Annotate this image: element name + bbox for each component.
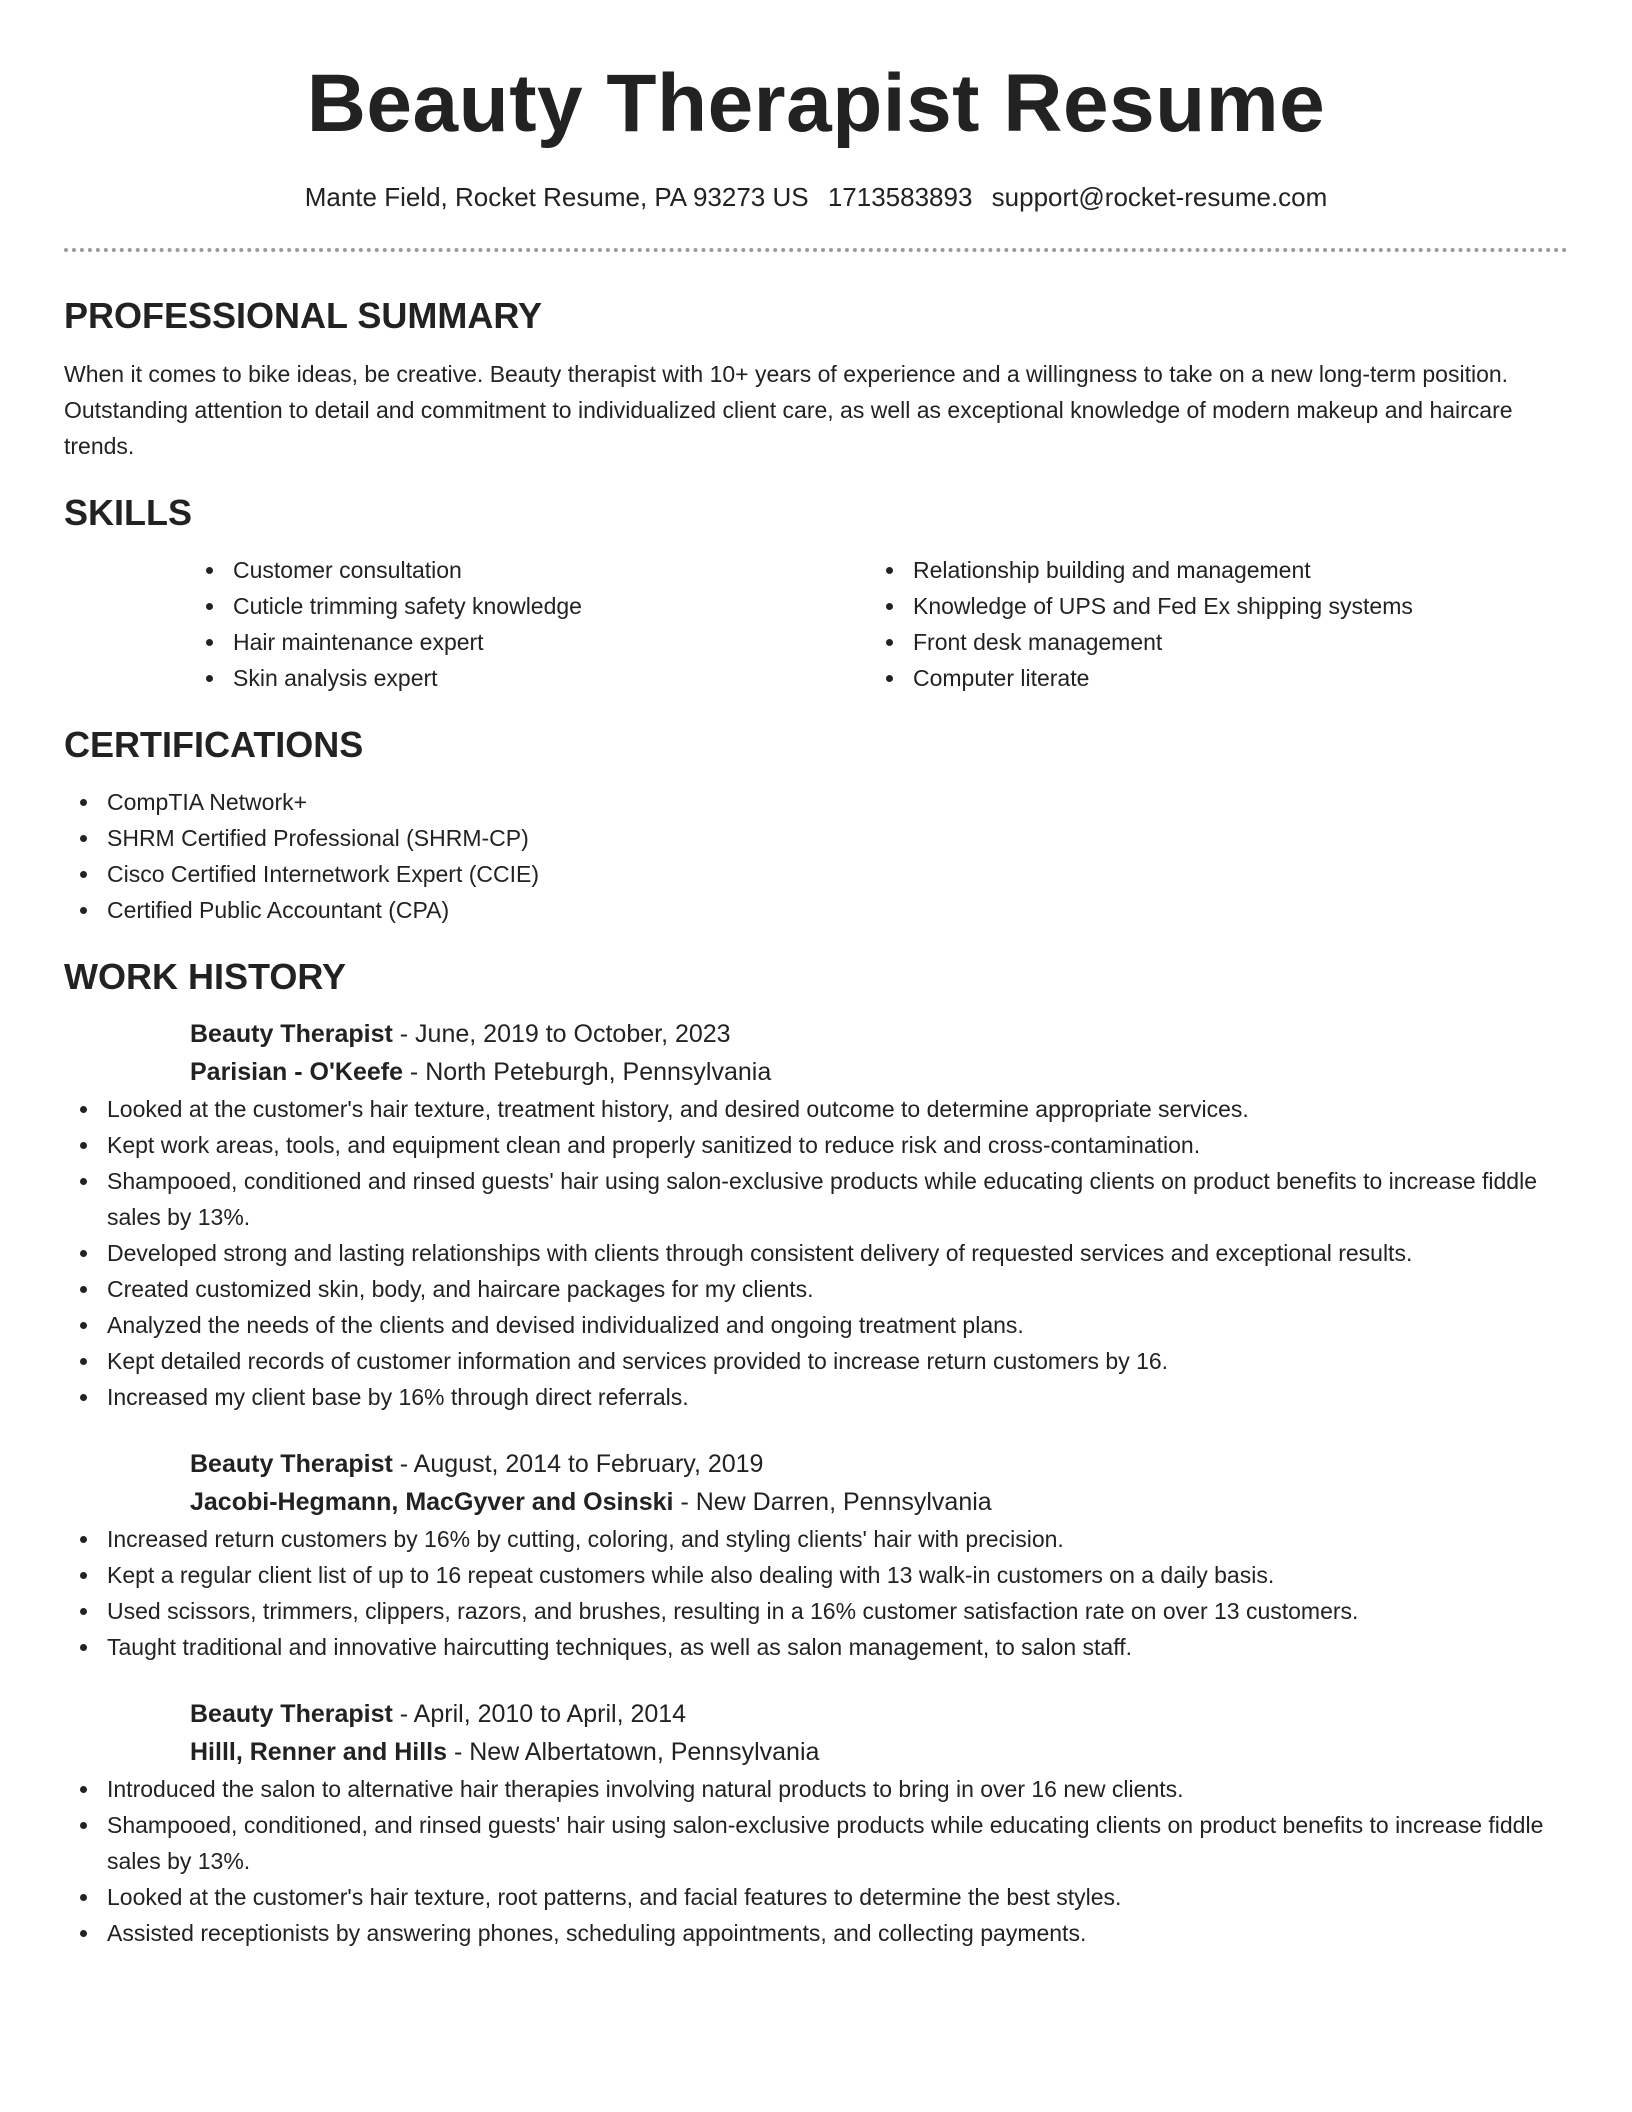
job-duty: Kept work areas, tools, and equipment clean and properly sanitized to reduce risk and cross-contamination.	[64, 1127, 1568, 1163]
job-duty: Shampooed, conditioned and rinsed guests' hair using salon-exclusive products while educating clients on product benefits to increase fiddle sales by 13%.	[64, 1163, 1568, 1235]
job-location: - New Darren, Pennsylvania	[673, 1488, 992, 1516]
job-duty: Kept a regular client list of up to 16 repeat customers while also dealing with 13 walk-in customers on a daily basis.	[64, 1557, 1568, 1593]
job-location: - New Albertatown, Pennsylvania	[447, 1738, 820, 1766]
contact-line	[64, 180, 1568, 214]
job-duty: Analyzed the needs of the clients and devised individualized and ongoing treatment plans.	[64, 1307, 1568, 1343]
certification-item: CompTIA Network+	[64, 784, 1568, 820]
job-company: Jacobi-Hegmann, MacGyver and Osinski	[190, 1488, 674, 1516]
job-title-line	[190, 1015, 1568, 1053]
certifications-list	[64, 784, 1568, 928]
job-duties-list	[64, 1091, 1568, 1415]
skills-heading: SKILLS	[64, 492, 193, 533]
summary-section	[64, 294, 1568, 464]
certification-item: Cisco Certified Internetwork Expert (CCIE)	[64, 856, 1568, 892]
skill-item: Skin analysis expert	[190, 660, 870, 696]
job-duty: Shampooed, conditioned, and rinsed guests' hair using salon-exclusive products while educating clients on product benefits to increase fiddle sales by 13%.	[64, 1807, 1568, 1879]
job-duty: Kept detailed records of customer information and services provided to increase return customers by 16.	[64, 1343, 1568, 1379]
summary-heading: PROFESSIONAL SUMMARY	[64, 295, 543, 336]
job-role: Beauty Therapist	[190, 1020, 393, 1048]
skill-item: Cuticle trimming safety knowledge	[190, 588, 870, 624]
job-duty: Taught traditional and innovative haircutting techniques, as well as salon management, to salon staff.	[64, 1629, 1568, 1665]
job-dates: - April, 2010 to April, 2014	[392, 1700, 687, 1728]
skill-item: Computer literate	[870, 660, 1550, 696]
summary-text: When it comes to bike ideas, be creative. Beauty therapist with 10+ years of experience and a willingness to take on a new long-term position. Outstanding attention to detail and commitment to individualized client care, as well as exceptional knowledge of modern makeup and haircare trends.	[64, 361, 1513, 459]
job-company: Hilll, Renner and Hills	[190, 1738, 447, 1766]
job-duty: Used scissors, trimmers, clippers, razors, and brushes, resulting in a 16% customer satisfaction rate on over 13 customers.	[64, 1593, 1568, 1629]
skills-columns	[190, 552, 1568, 696]
job-role: Beauty Therapist	[190, 1700, 393, 1728]
contact-address: Mante Field, Rocket Resume, PA 93273 US	[304, 182, 809, 212]
job-company-line	[190, 1053, 1568, 1091]
job-duty: Increased return customers by 16% by cutting, coloring, and styling clients' hair with precision.	[64, 1521, 1568, 1557]
job-entry	[64, 1445, 1568, 1665]
work-history-heading: WORK HISTORY	[64, 956, 347, 997]
header-divider	[64, 248, 1568, 252]
job-entry	[64, 1015, 1568, 1415]
contact-email: support@rocket-resume.com	[991, 182, 1328, 212]
job-duty: Increased my client base by 16% through direct referrals.	[64, 1379, 1568, 1415]
skill-item: Front desk management	[870, 624, 1550, 660]
job-company: Parisian - O'Keefe	[190, 1058, 403, 1086]
skill-item: Knowledge of UPS and Fed Ex shipping systems	[870, 588, 1550, 624]
job-location: - North Peteburgh, Pennsylvania	[402, 1058, 772, 1086]
skills-list-right	[870, 552, 1550, 696]
job-duty: Assisted receptionists by answering phones, scheduling appointments, and collecting payments.	[64, 1915, 1568, 1951]
job-duties-list	[64, 1771, 1568, 1951]
job-duty: Developed strong and lasting relationships with clients through consistent delivery of requested services and exceptional results.	[64, 1235, 1568, 1271]
job-role: Beauty Therapist	[190, 1450, 393, 1478]
skills-section	[64, 491, 1568, 696]
skills-list-left	[190, 552, 870, 696]
certifications-section	[64, 723, 1568, 928]
resume-title: Beauty Therapist Resume	[306, 58, 1326, 149]
skill-item: Customer consultation	[190, 552, 870, 588]
job-duties-list	[64, 1521, 1568, 1665]
skill-item: Hair maintenance expert	[190, 624, 870, 660]
job-entry	[64, 1695, 1568, 1951]
skill-item: Relationship building and management	[870, 552, 1550, 588]
job-title-line	[190, 1695, 1568, 1733]
certification-item: Certified Public Accountant (CPA)	[64, 892, 1568, 928]
resume-page	[64, 0, 1568, 1951]
work-history-section	[64, 955, 1568, 1951]
job-duty: Looked at the customer's hair texture, treatment history, and desired outcome to determine appropriate services.	[64, 1091, 1568, 1127]
job-duty: Introduced the salon to alternative hair therapies involving natural products to bring in over 16 new clients.	[64, 1771, 1568, 1807]
certifications-heading: CERTIFICATIONS	[64, 724, 364, 765]
job-duty: Looked at the customer's hair texture, root patterns, and facial features to determine the best styles.	[64, 1879, 1568, 1915]
contact-phone: 1713583893	[827, 182, 973, 212]
certification-item: SHRM Certified Professional (SHRM-CP)	[64, 820, 1568, 856]
job-dates: - August, 2014 to February, 2019	[392, 1450, 764, 1478]
job-duty: Created customized skin, body, and haircare packages for my clients.	[64, 1271, 1568, 1307]
job-title-line	[190, 1445, 1568, 1483]
job-dates: - June, 2019 to October, 2023	[392, 1020, 731, 1048]
job-company-line	[190, 1733, 1568, 1771]
job-company-line	[190, 1483, 1568, 1521]
